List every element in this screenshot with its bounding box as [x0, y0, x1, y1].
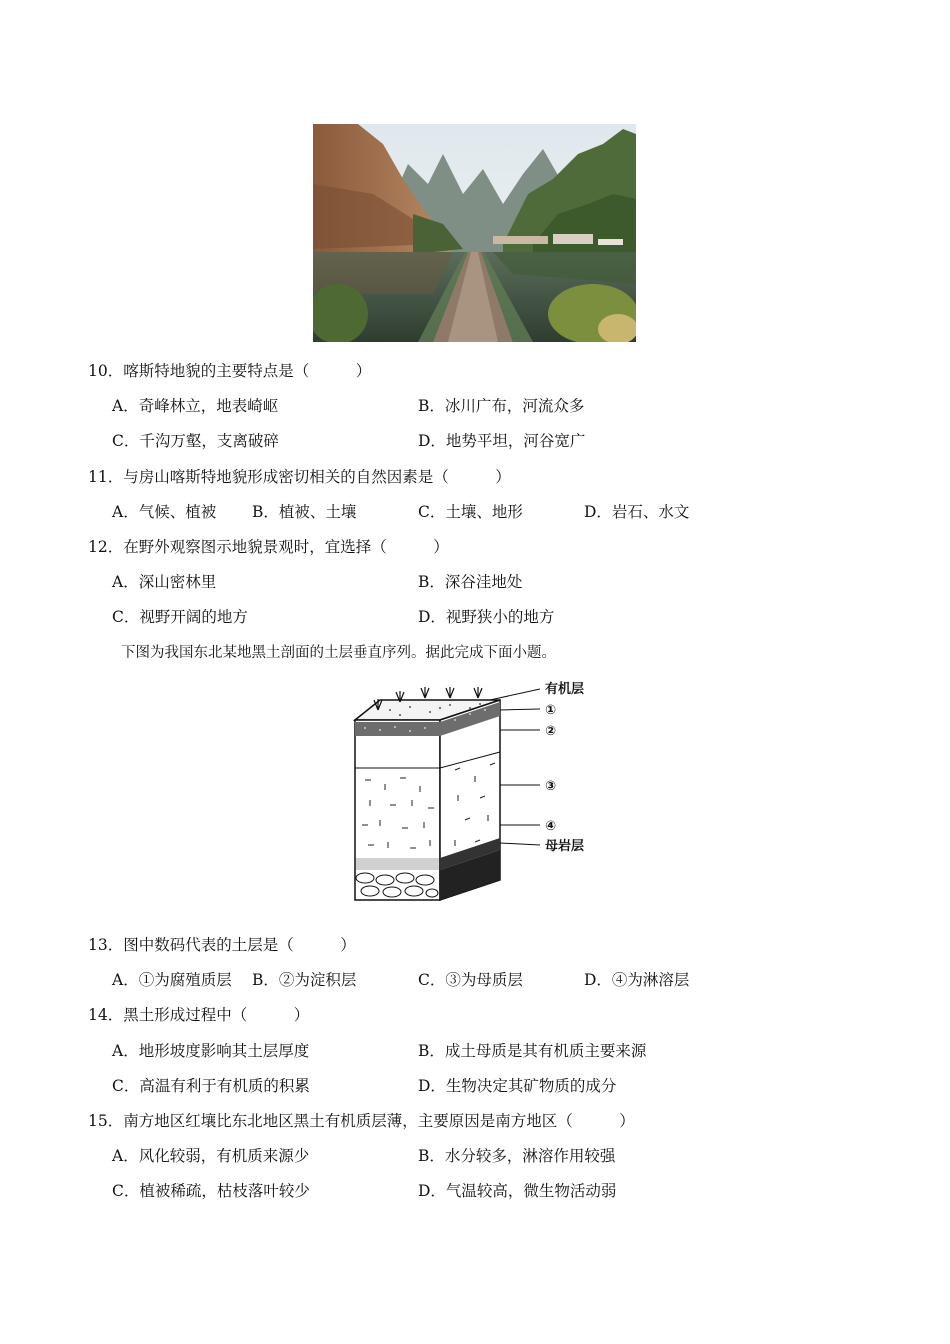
karst-landscape-photo [313, 124, 636, 342]
q15-stem: 15．南方地区红壤比东北地区黑土有机质层薄，主要原因是南方地区（ ） [88, 1112, 635, 1130]
q13-option-a: A．①为腐殖质层 [112, 971, 232, 989]
q10-option-d: D．地势平坦，河谷宽广 [418, 432, 586, 450]
q13-option-c: C．③为母质层 [418, 971, 523, 989]
q14-option-d: D．生物决定其矿物质的成分 [418, 1077, 617, 1095]
q11-option-a: A．气候、植被 [112, 503, 217, 521]
q13-option-b: B．②为淀积层 [252, 971, 357, 989]
q13-option-d: D．④为淋溶层 [584, 971, 690, 989]
q12-option-a: A．深山密林里 [112, 573, 217, 591]
label-layer-3: ③ [545, 779, 557, 794]
q15-option-d: D．气温较高，微生物活动弱 [418, 1182, 617, 1200]
q14-option-b: B．成土母质是其有机质主要来源 [418, 1042, 647, 1060]
black-soil-profile-diagram [340, 680, 600, 910]
q13-stem: 13．图中数码代表的土层是（ ） [88, 936, 356, 954]
q12-option-b: B．深谷洼地处 [418, 573, 523, 591]
q14-stem: 14．黑土形成过程中（ ） [88, 1006, 310, 1024]
q15-option-a: A．风化较弱，有机质来源少 [112, 1147, 310, 1165]
q11-option-b: B．植被、土壤 [252, 503, 357, 521]
label-layer-1: ① [545, 703, 557, 718]
q12-option-d: D．视野狭小的地方 [418, 608, 555, 626]
q14-option-a: A．地形坡度影响其土层厚度 [112, 1042, 310, 1060]
label-bedrock-layer: 母岩层 [545, 839, 585, 854]
q10-option-a: A．奇峰林立，地表崎岖 [112, 397, 279, 415]
q14-option-c: C．高温有利于有机质的积累 [112, 1077, 310, 1095]
label-layer-2: ② [545, 724, 557, 739]
label-organic-layer: 有机层 [545, 682, 585, 697]
q11-stem: 11．与房山喀斯特地貌形成密切相关的自然因素是（ ） [88, 468, 511, 486]
label-layer-4: ④ [545, 819, 557, 834]
q10-option-c: C．千沟万壑，支离破碎 [112, 432, 279, 450]
q11-option-c: C．土壤、地形 [418, 503, 523, 521]
q12-stem: 12．在野外观察图示地貌景观时，宜选择（ ） [88, 538, 449, 556]
q12-option-c: C．视野开阔的地方 [112, 608, 248, 626]
q15-option-c: C．植被稀疏，枯枝落叶较少 [112, 1182, 310, 1200]
lead-in-text: 下图为我国东北某地黑土剖面的土层垂直序列。据此完成下面小题。 [121, 645, 556, 661]
q11-option-d: D．岩石、水文 [584, 503, 690, 521]
q15-option-b: B．水分较多，淋溶作用较强 [418, 1147, 616, 1165]
q10-stem: 10．喀斯特地貌的主要特点是（ ） [88, 362, 372, 380]
q10-option-b: B．冰川广布，河流众多 [418, 397, 585, 415]
